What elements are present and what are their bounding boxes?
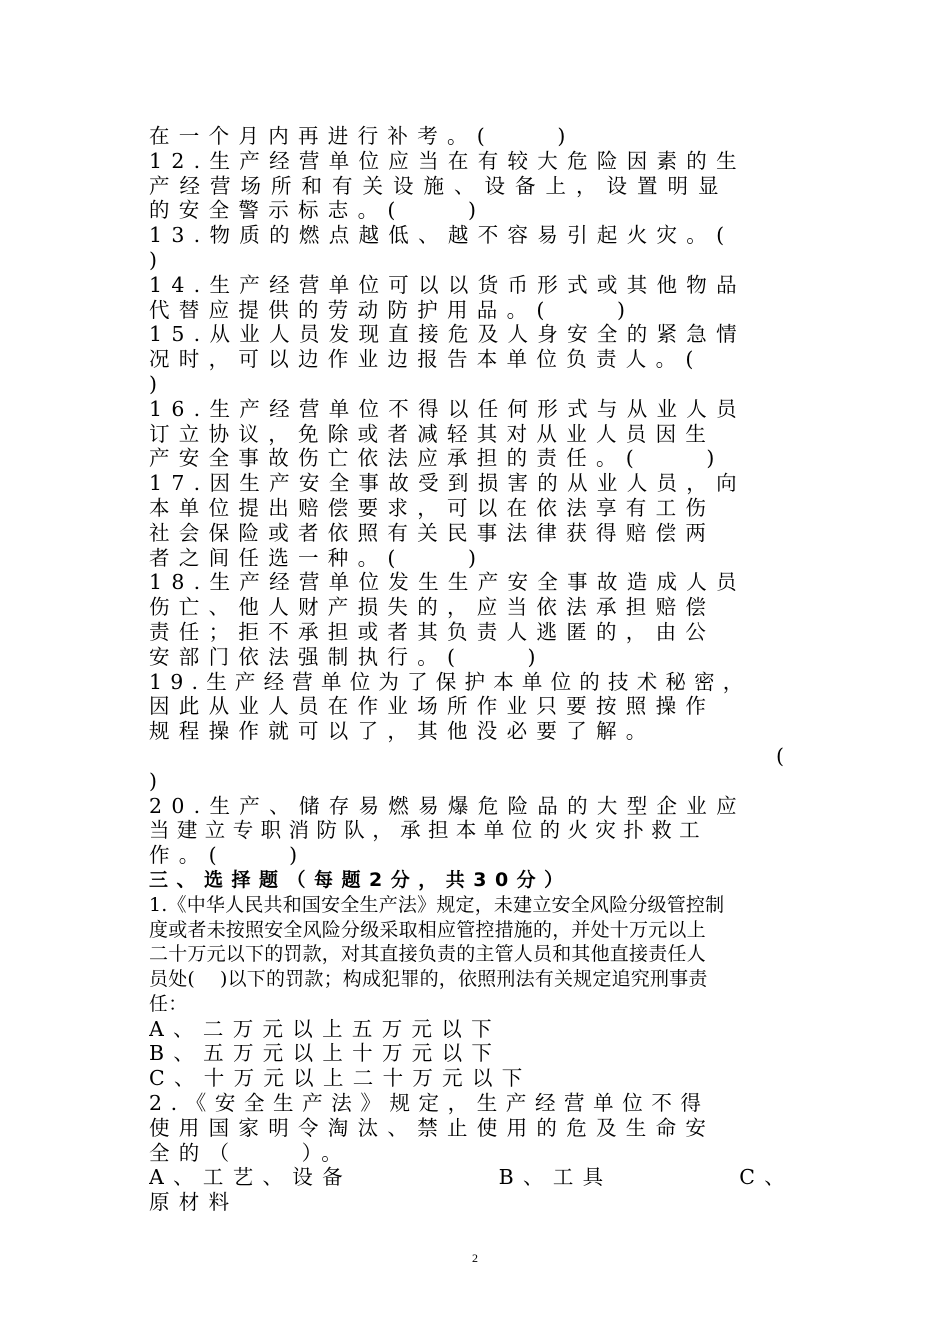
question-18-line-4: 安部门依法强制执行。( ) <box>149 644 545 669</box>
page-number: 2 <box>472 1251 478 1265</box>
choice-question-2-line-3: 全的（ ）。 <box>149 1140 352 1165</box>
question-19-line-3: 规程操作就可以了，其他没必要了解。 <box>149 719 656 744</box>
page-content <box>149 124 794 1215</box>
question-16-line-2: 订立协议，免除或者减轻其对从业人员因生 <box>149 421 716 446</box>
choice-question-1-line-3: 二十万元以下的罚款，对其直接负责的主管人员和其他直接责任人 <box>149 943 706 966</box>
question-18-line-3: 责任；拒不承担或者其负责人逃匿的，由公 <box>149 619 716 644</box>
question-12-line-2: 产经营场所和有关设施、设备上，设置明显 <box>149 173 729 198</box>
question-16-line-3: 产安全事故伤亡依法应承担的责任。( ) <box>149 446 724 471</box>
option-b: B、五万元以上十万元以下 <box>149 1041 502 1066</box>
choice-question-2-line-1: 2.《安全生产法》规定，生产经营单位不得 <box>149 1091 710 1116</box>
question-12-line-3: 的安全警示标志。( ) <box>149 198 486 223</box>
question-19-line-5: ) <box>149 768 157 793</box>
question-20-line-2: 当建立专职消防队，承担本单位的火灾扑救工 <box>149 818 707 843</box>
choice-question-1-line-5: 任： <box>149 992 188 1015</box>
question-19-line-1: 19.生产经营单位为了保护本单位的技术秘密， <box>149 669 752 694</box>
option-2-c: C、 <box>739 1165 794 1190</box>
question-15-line-1: 15.从业人员发现直接危及人身安全的紧急情 <box>149 322 746 347</box>
question-16-line-1: 16.生产经营单位不得以任何形式与从业人员 <box>149 396 746 421</box>
question-19-line-4: ( <box>776 743 784 768</box>
question-13-line-1: 13.物质的燃点越低、越不容易引起火灾。( <box>149 223 734 248</box>
question-15-line-2: 况时，可以边作业边报告本单位负责人。( <box>149 347 703 372</box>
section-heading: 三、选择题（每题2分，共30分） <box>149 868 572 891</box>
question-14-line-2: 代替应提供的劳动防护用品。( ) <box>149 297 635 322</box>
question-12-line-1: 12.生产经营单位应当在有较大危险因素的生 <box>149 148 746 173</box>
question-18-line-2: 伤亡、他人财产损失的，应当依法承担赔偿 <box>149 595 716 620</box>
question-17-line-1: 17.因生产安全事故受到损害的从业人员，向 <box>149 471 746 496</box>
choice-question-1-line-2: 度或者未按照安全风险分级采取相应管控措施的，并处十万元以上 <box>149 918 706 941</box>
question-19-line-2: 因此从业人员在作业场所作业只要按照操作 <box>149 694 716 719</box>
question-15-line-3: ) <box>149 371 157 396</box>
question-17-line-2: 本单位提出赔偿要求，可以在依法享有工伤 <box>149 495 716 520</box>
question-17-line-3: 社会保险或者依照有关民事法律获得赔偿两 <box>149 520 716 545</box>
question-18-line-1: 18.生产经营单位发生生产安全事故造成人员 <box>149 570 746 595</box>
option-2-b: B、工具 <box>498 1165 613 1190</box>
option-2-a: A、工艺、设备 <box>149 1165 352 1190</box>
option-2-c-continued: 原材料 <box>149 1190 239 1215</box>
question-14-line-1: 14.生产经营单位可以以货币形式或其他物品 <box>149 272 746 297</box>
question-13-line-2: ) <box>149 247 157 272</box>
option-a: A、二万元以上五万元以下 <box>149 1016 501 1041</box>
choice-question-1-line-1: 1.《中华人民共和国安全生产法》规定，未建立安全风险分级管控制 <box>149 893 725 916</box>
question-20-line-1: 20.生产、储存易燃易爆危险品的大型企业应 <box>149 793 746 818</box>
choice-question-1-line-4: 员处( )以下的罚款；构成犯罪的，依照刑法有关规定追究刑事责 <box>149 968 708 991</box>
choice-question-2-line-2: 使用国家明令淘汰、禁止使用的危及生命安 <box>149 1115 716 1140</box>
text-line: 在一个月内再进行补考。( ) <box>149 124 575 148</box>
choice-question-2-options <box>149 1165 794 1190</box>
question-17-line-4: 者之间任选一种。( ) <box>149 545 486 570</box>
question-20-line-3: 作。( ) <box>149 843 307 868</box>
option-c: C、十万元以上二十万元以下 <box>149 1066 532 1091</box>
